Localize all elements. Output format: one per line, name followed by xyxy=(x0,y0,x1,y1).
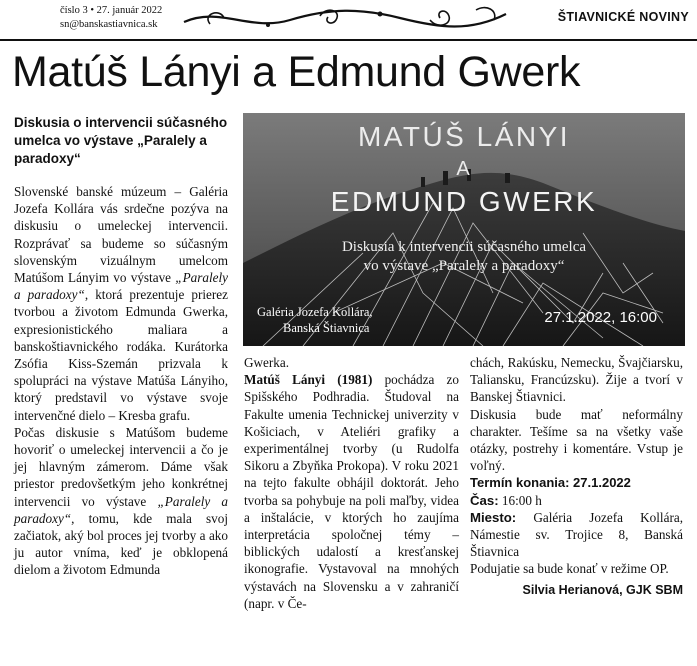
text-run: , tomu, kde mala svoj začiatok, aký bol proces jej tvorby a ako ju autor vníma, keď je obklopená dielom a životom Edmunda xyxy=(14,510,228,578)
value: 16:00 h xyxy=(498,492,542,508)
decorative-swirl-icon xyxy=(180,2,510,41)
page-header xyxy=(0,0,697,40)
poster-subtitle-1: Diskusia k intervencii súčasného umelca xyxy=(341,239,587,255)
poster-gallery-1: Galéria Jozefa Kollára, xyxy=(257,305,373,319)
poster-artist-2: EDMUND GWERK xyxy=(330,186,598,217)
poster-artist-1: MATÚŠ LÁNYI xyxy=(357,121,571,152)
event-time xyxy=(470,492,683,509)
article-column-1 xyxy=(14,183,228,579)
text-run: Slovenské banské múzeum – Galéria Jozefa Kollára vás srdečne pozýva na diskusiu o umeleckej intervencii. Rozprávať sa budeme so súčasným slovenským vizuálnym umelcom Matúšom Lányim vo výstave xyxy=(14,184,228,286)
paragraph xyxy=(14,424,228,579)
paragraph: Diskusia bude mať neformálny charakter. Tešíme sa na všetky vaše otázky, postrehy i komentáre. Vstup je voľný. xyxy=(470,406,683,474)
label: Miesto: xyxy=(470,509,517,525)
poster-subtitle-2: vo výstave „Paralely a paradoxy“ xyxy=(363,258,565,274)
article-column-2 xyxy=(244,354,459,612)
paragraph: chách, Rakúsku, Nemecku, Švajčiarsku, Taliansku, Francúzsku). Žije a tvorí v Banskej Štiavnici. xyxy=(470,355,683,405)
event-place xyxy=(470,509,683,561)
artist-name: Matúš Lányi (1981) xyxy=(244,372,373,388)
exhibition-title: „Paralely a paradoxy“ xyxy=(14,270,228,303)
event-poster xyxy=(243,113,685,346)
poster-gallery-2: Banská Štiavnica xyxy=(283,321,370,335)
header-divider xyxy=(0,39,697,41)
paragraph xyxy=(244,371,459,612)
paragraph: Podujatie sa bude konať v režime OP. xyxy=(470,561,669,577)
text-run: , ktorá prezentuje prierez tvorbou a životom Edmunda Gwerka, expresionistického maliara a banskoštiavnického rodáka. Kurátorka Zsófia Kiss-Szemán prizvala k spolupráci na výstave Matúša Lányiho, ktorý predstavil vo výstave svoje intervenčné dielo – Kresba grafu. xyxy=(14,287,228,423)
paragraph: Gwerka. xyxy=(244,355,290,370)
event-date: Termín konania: 27.1.2022 xyxy=(470,475,631,491)
poster-conjunction: A xyxy=(456,158,472,180)
value: Galéria Jozefa Kollára, Námestie sv. Trojice 8, Banská Štiavnica xyxy=(470,509,683,560)
exhibition-title: „Paralely a paradoxy“ xyxy=(14,493,229,526)
label: Čas: xyxy=(470,492,499,508)
text-run: Počas diskusie s Matúšom budeme hovoriť o umeleckej intervencii a čo je jej hlavným zámerom. Dáme však priestor predovšetkým jeho konkrétnej intervencii vo výstave xyxy=(14,424,228,509)
paragraph xyxy=(14,183,228,424)
issue-info: číslo 3 • 27. január 2022 xyxy=(60,5,163,16)
author-signature: Silvia Herianová, GJK SBM xyxy=(522,582,683,597)
contact-email: sn@banskastiavnica.sk xyxy=(60,19,158,30)
poster-datetime: 27.1.2022, 16:00 xyxy=(544,309,657,326)
newspaper-brand: ŠTIAVNICKÉ NOVINY xyxy=(557,10,689,24)
article-subhead: Diskusia o intervencii súčasného umelca vo výstave „Paralely a paradoxy“ xyxy=(14,115,228,166)
text-run: pochádza zo Spišského Podhradia. Študoval na Fakulte umenia Technickej univerzity v Košiciach, v Ateliéri grafiky a experimentálnej tvorby (u Rudolfa Sikoru a Zbyňka Prokopa). V roku 2021 na tejto fakulte obhájil doktorát. Jeho tvorba sa pohybuje na poli maľby, videa a inštalácie, v ktorých ho zaujíma interpretácia spoločnej témy – biblických udalostí a kresťanskej ikonografie. Vystavoval na mnohých výstavách na Slovensku a v zahraničí (napr. v Če- xyxy=(244,372,459,611)
article-headline: Matúš Lányi a Edmund Gwerk xyxy=(12,48,581,96)
article-column-3 xyxy=(470,354,683,599)
